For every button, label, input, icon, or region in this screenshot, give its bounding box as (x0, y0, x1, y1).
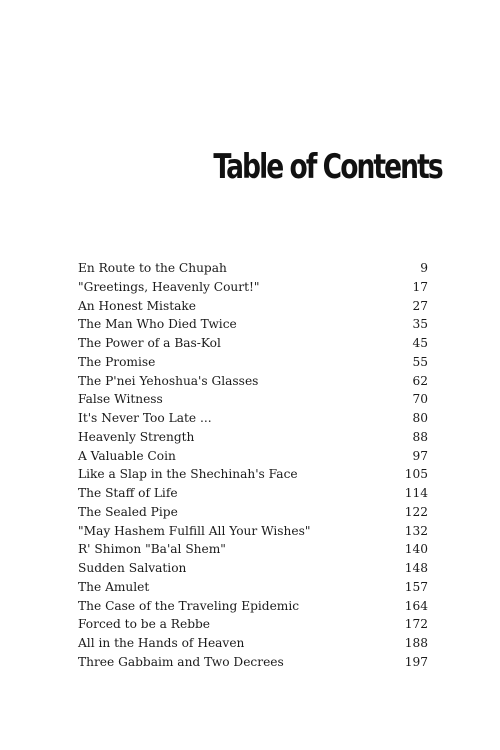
toc-row (78, 615, 428, 634)
toc-entry-title: The Staff of Life (78, 486, 178, 500)
toc-row (78, 634, 428, 653)
toc-row (78, 297, 428, 316)
toc-entry-title: The Sealed Pipe (78, 504, 178, 519)
toc-entry-page: 55 (412, 354, 428, 369)
toc-entry-title: Heavenly Strength (78, 429, 195, 444)
toc-entry-title: False Witness (78, 392, 163, 407)
toc-row (78, 390, 428, 409)
toc-row (78, 540, 428, 559)
toc-row (78, 578, 428, 597)
toc-entry-page: 9 (420, 261, 428, 275)
toc-entry-page: 132 (404, 523, 428, 538)
toc-row (78, 315, 428, 334)
toc-entry-page: 105 (404, 467, 428, 482)
page-title: Table of Contents (213, 147, 442, 187)
toc-entry-page: 45 (412, 336, 428, 350)
toc-entry-title: The P'nei Yehoshua's Glasses (78, 373, 259, 388)
toc-row (78, 653, 428, 672)
toc-entry-page: 88 (412, 429, 428, 444)
toc-entry-page: 164 (404, 598, 428, 613)
toc-entry-title: The Case of the Traveling Epidemic (78, 598, 300, 613)
toc-row (78, 334, 428, 353)
toc-entry-page: 148 (404, 561, 428, 575)
toc-row (78, 409, 428, 428)
toc-row (78, 278, 428, 297)
toc-entry-page: 80 (412, 411, 428, 425)
toc-entry-page: 197 (404, 654, 428, 669)
toc-entry-title: The Amulet (78, 579, 150, 594)
toc-entry-title: "May Hashem Fulfill All Your Wishes" (78, 523, 311, 538)
toc-entry-title: Like a Slap in the Shechinah's Face (78, 467, 298, 482)
toc-entry-title: It's Never Too Late ... (78, 411, 212, 425)
toc-entry-page: 122 (404, 504, 428, 519)
toc-entry-page: 70 (412, 392, 428, 407)
toc-entry-title: "Greetings, Heavenly Court!" (78, 279, 260, 294)
toc-entry-page: 62 (412, 373, 428, 388)
toc-entry-title: The Man Who Died Twice (78, 317, 237, 332)
toc-entry-title: Sudden Salvation (78, 561, 187, 575)
toc-entry-title: Forced to be a Rebbe (78, 617, 211, 632)
toc-entry-title: The Power of a Bas-Kol (78, 336, 221, 350)
toc-entry-page: 172 (404, 617, 428, 632)
toc-entry-page: 114 (404, 486, 428, 500)
toc-row (78, 559, 428, 578)
toc-entry-page: 35 (412, 317, 428, 332)
toc-entry-page: 27 (412, 298, 428, 313)
toc-entry-title: All in the Hands of Heaven (78, 636, 245, 650)
toc-row (78, 503, 428, 522)
toc-entry-page: 140 (404, 542, 428, 557)
toc-row (78, 522, 428, 541)
toc-row (78, 428, 428, 447)
table-of-contents (78, 259, 428, 672)
toc-entry-title: An Honest Mistake (78, 298, 196, 313)
toc-row (78, 447, 428, 466)
toc-row (78, 353, 428, 372)
toc-entry-page: 17 (412, 279, 428, 294)
toc-row (78, 259, 428, 278)
toc-row (78, 597, 428, 616)
toc-row (78, 372, 428, 391)
toc-entry-title: A Valuable Coin (78, 448, 176, 463)
toc-entry-title: Three Gabbaim and Two Decrees (78, 654, 284, 669)
toc-entry-page: 157 (404, 579, 428, 594)
toc-entry-title: The Promise (78, 354, 156, 369)
toc-entry-page: 97 (412, 448, 428, 463)
toc-row (78, 484, 428, 503)
toc-entry-page: 188 (404, 636, 428, 650)
toc-entry-title: En Route to the Chupah (78, 261, 227, 275)
toc-entry-title: R' Shimon "Ba'al Shem" (78, 542, 226, 557)
toc-row (78, 465, 428, 484)
